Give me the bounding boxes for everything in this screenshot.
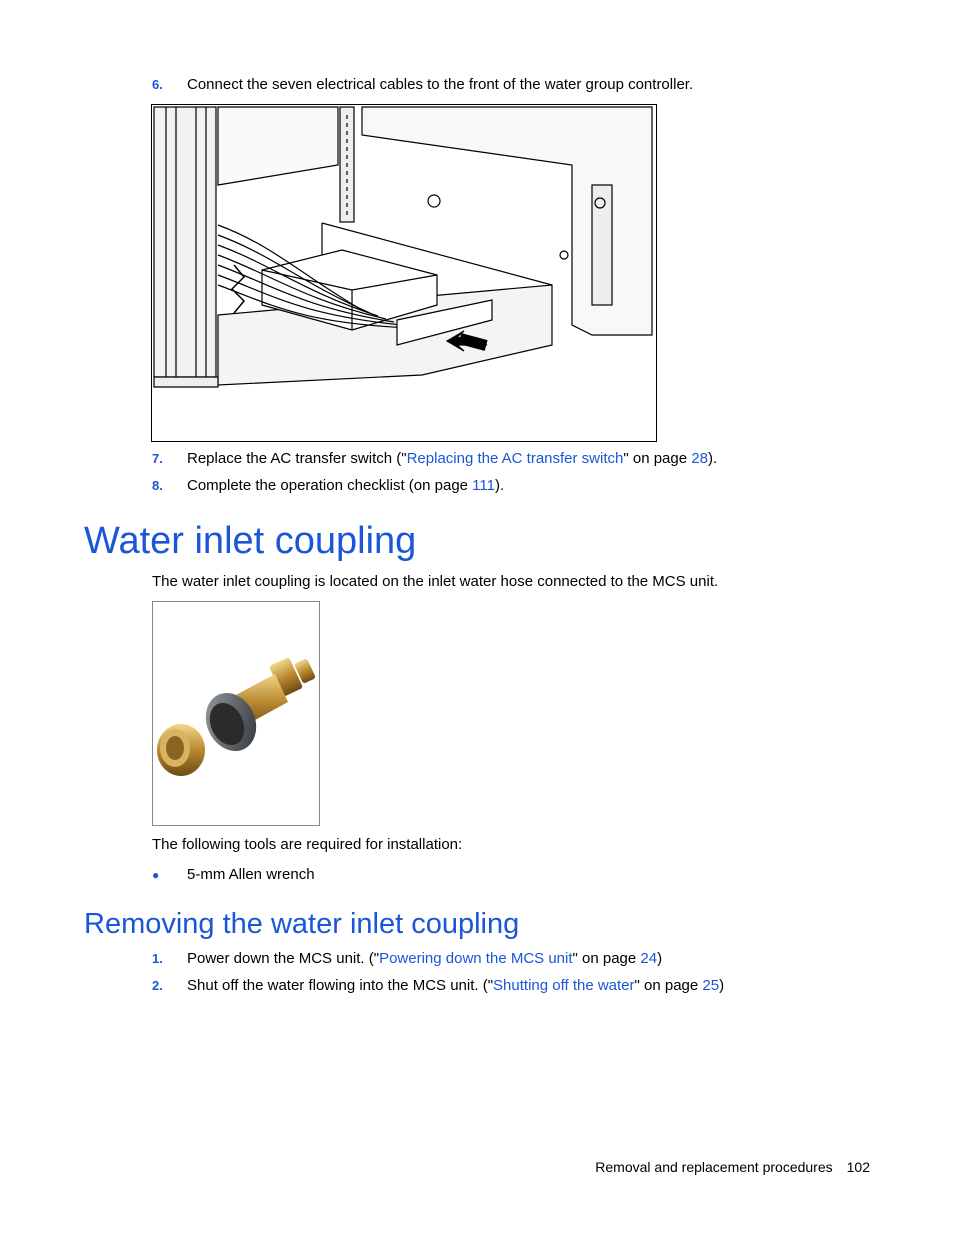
- water-group-controller-illustration: [151, 104, 657, 442]
- step-text: ).: [707, 450, 718, 467]
- water-inlet-coupling-photo: [152, 601, 320, 826]
- removal-step-1: [152, 950, 662, 968]
- step-6: [152, 76, 693, 94]
- step-text: ): [657, 950, 663, 967]
- step-text: ).: [494, 477, 505, 494]
- page-number: 102: [846, 1159, 870, 1175]
- section-intro: The water inlet coupling is located on the inlet water hose connected to the MCS unit.: [152, 573, 719, 590]
- step-text: Shut off the water flowing into the MCS unit. (": [187, 977, 494, 994]
- step-text: Complete the operation checklist (on page: [187, 477, 473, 494]
- cable-connection-drawing: [152, 105, 656, 441]
- link-replacing-ac-transfer-switch[interactable]: Replacing the AC transfer switch: [406, 450, 624, 467]
- step-number: 2.: [152, 978, 163, 993]
- footer-section-name: Removal and replacement procedures: [595, 1159, 833, 1175]
- section-title-water-inlet-coupling: Water inlet coupling: [84, 520, 417, 562]
- step-text: ): [719, 977, 725, 994]
- step-text: Power down the MCS unit. (": [187, 950, 380, 967]
- page-footer: [595, 1158, 870, 1176]
- step-text: " on page: [634, 977, 703, 994]
- step-text: Replace the AC transfer switch (": [187, 450, 407, 467]
- section-title-removing-water-inlet-coupling: Removing the water inlet coupling: [84, 908, 520, 940]
- step-number: 7.: [152, 451, 163, 466]
- link-powering-down-mcs-unit[interactable]: Powering down the MCS unit: [379, 950, 573, 967]
- step-number: 6.: [152, 77, 163, 92]
- bullet-icon: ●: [152, 868, 160, 882]
- coupling-drawing: [153, 602, 319, 825]
- link-shutting-off-water[interactable]: Shutting off the water: [493, 977, 635, 994]
- step-text: " on page: [572, 950, 641, 967]
- tool-name: 5-mm Allen wrench: [187, 866, 315, 883]
- page-link-28[interactable]: 28: [691, 450, 708, 467]
- page-link-111[interactable]: 111: [472, 477, 495, 494]
- step-number: 8.: [152, 478, 163, 493]
- step-8: [152, 477, 504, 495]
- tools-intro: The following tools are required for installation:: [152, 836, 463, 853]
- step-7: [152, 450, 717, 468]
- removal-step-2: [152, 977, 724, 995]
- step-text: " on page: [623, 450, 692, 467]
- step-text: Connect the seven electrical cables to the front of the water group controller.: [187, 76, 694, 93]
- page-link-24[interactable]: 24: [640, 950, 658, 967]
- page-link-25[interactable]: 25: [702, 977, 720, 994]
- tool-list-item: [152, 866, 315, 884]
- step-number: 1.: [152, 951, 163, 966]
